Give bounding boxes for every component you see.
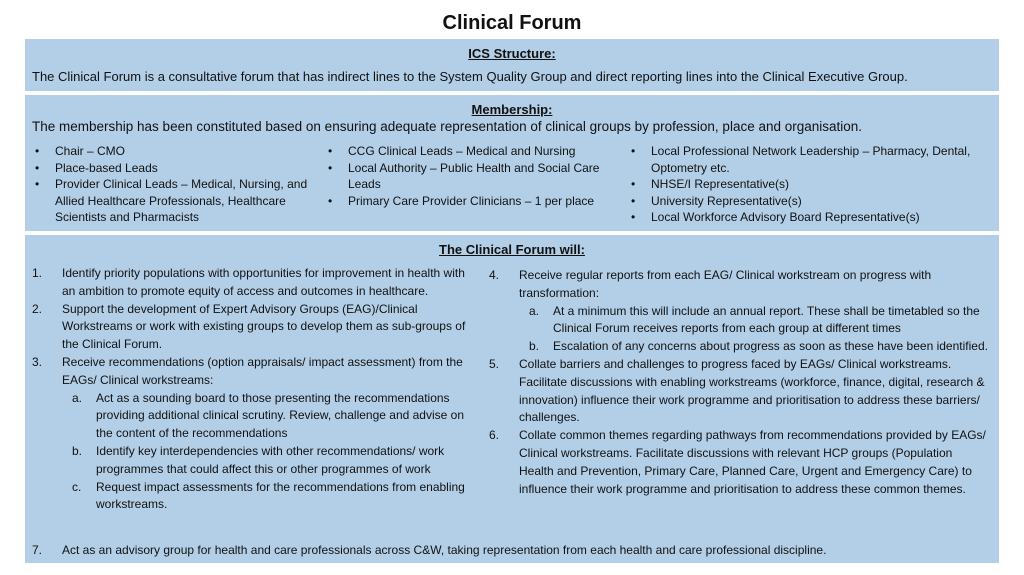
list-item (324, 143, 616, 160)
sub-list-item: a. At a minimum this will include an annual report. These shall be timetabled so the Clinical Forum receives reports from each group at different times (529, 303, 980, 336)
member-label: Local Professional Network Leadership – Pharmacy, Dental, Optometry etc. (651, 144, 971, 175)
item-text: Collate common themes regarding pathways from recommendations provided by EAGs/ Clinical workstreams. Facilitate discussions with relevant HCP groups (Population Health and Prevention, Primary Care, Planned Care, Urgent and Emergency Care) to influence their work programme and prioritisation to address these common themes. (519, 428, 986, 496)
membership-column-3 (627, 143, 995, 226)
sub-item-text: Escalation of any concerns about progress as soon as these have been identified. (553, 339, 988, 354)
item-text: Support the development of Expert Advisory Groups (EAG)/Clinical Workstreams or work with existing groups to develop them as sub-groups of the Clinical Forum. (62, 301, 466, 352)
sub-item-text: Act as a sounding board to those presenting the recommendations providing additional clinical scrutiny. Review, challenge and advise on the content of the recommendations (96, 390, 464, 441)
bullet-icon: • (328, 193, 333, 208)
membership-column-2 (324, 143, 616, 209)
sub-list-item: b. Identify key interdependencies with other recommendations/ work programmes that could affect this or other programmes of work (72, 443, 445, 476)
sub-list-item: b. Escalation of any concerns about progress as soon as these have been identified. (529, 339, 988, 354)
ics-structure-text: The Clinical Forum is a consultative forum that has indirect lines to the System Quality Group and direct reporting lines into the Clinical Executive Group. (32, 69, 908, 84)
list-item: 1. Identify priority populations with opportunities for improvement in health with an ambition to promote equity of access and outcomes in healthcare. (32, 266, 465, 298)
list-item (31, 143, 331, 160)
list-item (627, 176, 995, 193)
item-text: Receive recommendations (option appraisals/ impact assessment) from the EAGs/ Clinical workstreams: (62, 354, 463, 387)
bullet-icon: • (631, 144, 636, 158)
item-text: Collate barriers and challenges to progress faced by EAGs/ Clinical workstreams. Facilitate discussions with enabling workstreams (workforce, finance, digital, research & innovation) influence their work programme and prioritisation to address these barriers/ challenges. (519, 356, 985, 425)
bullet-icon: • (328, 160, 333, 175)
member-label: Local Authority – Public Health and Social Care Leads (348, 160, 600, 191)
bullet-icon: • (631, 177, 636, 191)
membership-column-1 (31, 143, 331, 226)
list-item: 2. Support the development of Expert Advisory Groups (EAG)/Clinical Workstreams or work with existing groups to develop them as sub-groups of the Clinical Forum. (32, 301, 466, 352)
list-item (324, 193, 616, 210)
clinical-forum-will-heading: The Clinical Forum will: (439, 242, 585, 257)
member-label: Chair – CMO (55, 144, 126, 158)
member-label: NHSE/I Representative(s) (651, 177, 790, 191)
list-item (324, 160, 616, 193)
item-text: Act as an advisory group for health and care professionals across C&W, taking representation from each health and care professional discipline. (62, 543, 827, 557)
item-text: Receive regular reports from each EAG/ Clinical workstream on progress with transformation: (519, 268, 932, 300)
ics-structure-heading: ICS Structure: (468, 46, 556, 61)
bullet-icon: • (35, 177, 40, 191)
bullet-icon: • (328, 144, 333, 158)
list-item (31, 176, 331, 226)
ics-structure-panel (25, 39, 999, 91)
sub-list-item: a. Act as a sounding board to those presenting the recommendations providing additional clinical scrutiny. Review, challenge and advise on the content of the recommendations (72, 390, 464, 441)
membership-text: The membership has been constituted based on ensuring adequate representation of clinical groups by profession, place and organisation. (32, 119, 863, 134)
sub-item-text: Request impact assessments for the recommendations from enabling workstreams. (96, 479, 465, 512)
bullet-icon: • (631, 210, 636, 224)
member-label: CCG Clinical Leads – Medical and Nursing (348, 144, 576, 158)
sub-item-text: At a minimum this will include an annual report. These shall be timetabled so the Clinical Forum receives reports from each group at different times (553, 303, 980, 336)
member-label: University Representative(s) (651, 193, 802, 208)
sub-list-item: c. Request impact assessments for the recommendations from enabling workstreams. (72, 479, 465, 512)
member-label: Provider Clinical Leads – Medical, Nursing, and Allied Healthcare Professionals, Healthcare Scientists and Pharmacists (55, 177, 308, 224)
bullet-icon: • (631, 193, 636, 208)
list-item (627, 209, 995, 226)
list-item: 5. Collate barriers and challenges to progress faced by EAGs/ Clinical workstreams. Facilitate discussions with enabling workstreams (workforce, finance, digital, research & innovation) influence their work programme and prioritisation to address these barriers/ challenges. (489, 356, 985, 425)
item-text: Identify priority populations with opportunities for improvement in health with an ambition to promote equity of access and outcomes in healthcare. (62, 266, 465, 298)
bullet-icon: • (35, 144, 40, 158)
list-item: 4. Receive regular reports from each EAG/ Clinical workstream on progress with transformation: a. At a minimum this will include an annual report. These shall be timetabled so the Clinical Forum receives reports from each group at different times b. Escalation of any concerns about progress as soon as these have been identified. (489, 267, 989, 356)
list-item: 3. Receive recommendations (option appraisals/ impact assessment) from the EAGs/ Clinical workstreams: a. Act as a sounding board to those presenting the recommendations providing additional clinical scrutiny. Review, challenge and advise on the content of the recommendations b. Identify key interdependencies with other recommendations/ work programmes that could affect this or other programmes of work c. Request impact assessments for the recommendations from enabling workstreams. (32, 354, 477, 514)
responsibilities-list-bottom (32, 542, 992, 560)
sub-item-text: Identify key interdependencies with other recommendations/ work programmes that could affect this or other programmes of work (96, 443, 445, 476)
responsibilities-list-left (32, 265, 477, 514)
list-item (627, 193, 995, 210)
list-item (31, 160, 331, 177)
list-item: 7. Act as an advisory group for health and care professionals across C&W, taking representation from each health and care professional discipline. (32, 543, 827, 557)
membership-panel (25, 95, 999, 231)
responsibilities-list-right (489, 267, 989, 498)
member-label: Primary Care Provider Clinicians – 1 per place (348, 193, 595, 208)
clinical-forum-will-panel (25, 235, 999, 563)
list-item (627, 143, 995, 176)
list-item: 6. Collate common themes regarding pathways from recommendations provided by EAGs/ Clinical workstreams. Facilitate discussions with relevant HCP groups (Population Health and Prevention, Primary Care, Planned Care, Urgent and Emergency Care) to influence their work programme and prioritisation to address these common themes. (489, 428, 986, 496)
member-label: Local Workforce Advisory Board Representative(s) (651, 210, 920, 224)
membership-heading: Membership: (471, 102, 553, 117)
member-label: Place-based Leads (55, 160, 158, 175)
page-title: Clinical Forum (442, 12, 582, 34)
bullet-icon: • (35, 160, 40, 175)
